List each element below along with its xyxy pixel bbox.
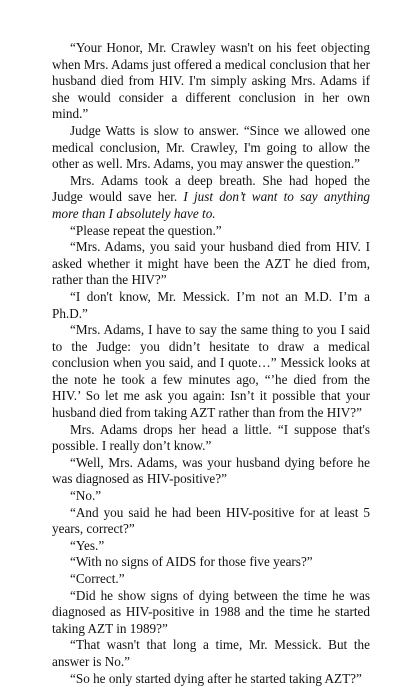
paragraph-8: Mrs. Adams drops her head a little. “I suppose that's possible. I really don’t know.” — [52, 421, 370, 454]
paragraph-14: “Correct.” — [70, 571, 125, 586]
paragraph-3-italic-thought: I just don’t want to say anything more than I absolutely have to. — [52, 189, 371, 221]
paragraph-2: Judge Watts is slow to answer. “Since we allowed one medical conclusion, Mr. Crawley, I'm going to allow the other as well. Mrs. Adams, you may answer the question.” — [52, 122, 370, 172]
paragraph-7: “Mrs. Adams, I have to say the same thing to you I said to the Judge: you didn’t hesitate to draw a medical conclusion when you said, and I quote…” Messick looks at the note he took a few minutes ago, “’he died from the HIV.’ So let me ask you again: Isn’t it possible that your husband died from taking AZT rather than from the HIV?” — [52, 322, 370, 421]
paragraph-13: “With no signs of AIDS for those five years?” — [70, 554, 313, 570]
paragraph-12: “Yes.” — [70, 537, 105, 553]
paragraph-4: “Please repeat the question.” — [70, 222, 222, 238]
paragraph-6: “I don't know, Mr. Messick. I’m not an M.D. I’m a Ph.D.” — [52, 288, 370, 321]
paragraph-3-text: Mrs. Adams took a deep breath. She had hoped the Judge would save her. — [52, 172, 370, 205]
paragraph-17: “So he only started dying after he started taking AZT?” — [70, 670, 362, 686]
page-body — [52, 40, 370, 687]
paragraph-5: “Mrs. Adams, you said your husband died from HIV. I asked whether it might have been the AZT he died from, rather than the HIV?” — [52, 239, 370, 288]
paragraph-10: “No.” — [70, 488, 102, 504]
paragraph-9: “Well, Mrs. Adams, was your husband dying before he was diagnosed as HIV-positive?” — [52, 454, 370, 487]
paragraph-1: “Your Honor, Mr. Crawley wasn't on his feet objecting when Mrs. Adams just offered a medical conclusion that her husband died from HIV. I'm simply asking Mrs. Adams if she would consider a different conclusion in her own mind.” — [52, 40, 370, 122]
paragraph-11: “And you said he had been HIV-positive for at least 5 years, correct?” — [52, 504, 370, 537]
paragraph-3 — [52, 173, 370, 223]
paragraph-15: “Did he show signs of dying between the time he was diagnosed as HIV-positive in 1988 and the time he started taking AZT in 1989?” — [52, 587, 370, 636]
paragraph-16: “That wasn't that long a time, Mr. Messick. But the answer is No.” — [52, 637, 370, 669]
